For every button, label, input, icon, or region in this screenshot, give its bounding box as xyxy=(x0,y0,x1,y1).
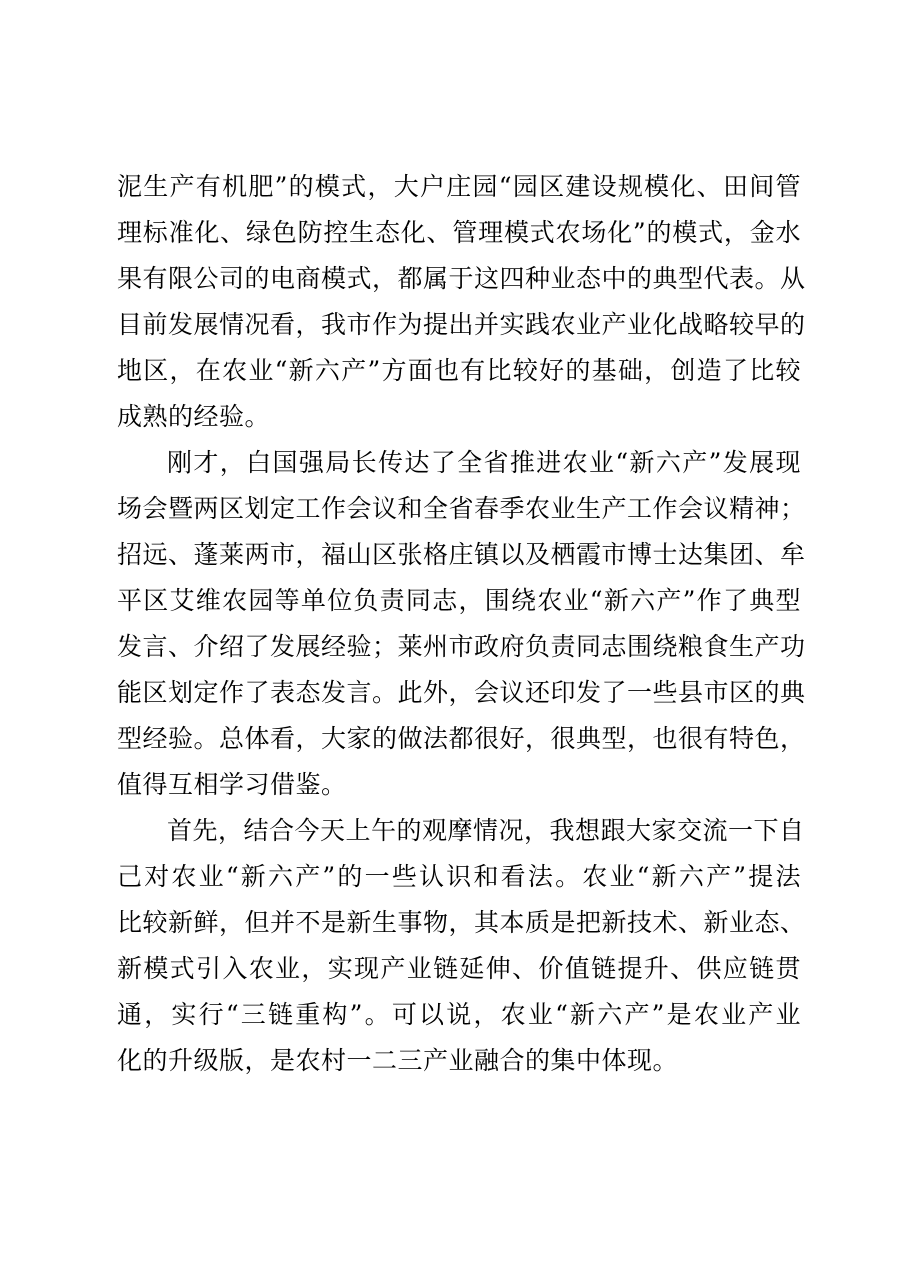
text-line: 能区划定作了表态发言。此外，会议还印发了一些县市区的典 xyxy=(117,678,806,707)
text-line: 泥生产有机肥”的模式，大户庄园“园区建设规模化、田间管 xyxy=(117,172,801,201)
text-line: 值得互相学习借鉴。 xyxy=(117,770,347,799)
text-line: 型经验。总体看，大家的做法都很好，很典型，也很有特色， xyxy=(117,724,806,753)
text-line: 地区，在农业“新六产”方面也有比较好的基础，创造了比较 xyxy=(117,356,801,385)
document-body xyxy=(117,164,806,1084)
text-line: 招远、蓬莱两市，福山区张格庄镇以及栖霞市博士达集团、牟 xyxy=(117,540,806,569)
text-line: 通，实行“三链重构”。可以说，农业“新六产”是农业产业 xyxy=(117,1000,801,1029)
text-line: 场会暨两区划定工作会议和全省春季农业生产工作会议精神； xyxy=(117,494,806,523)
text-line: 发言、介绍了发展经验；莱州市政府负责同志围绕粮食生产功 xyxy=(117,632,806,661)
text-line: 成熟的经验。 xyxy=(117,402,271,431)
text-line: 首先，结合今天上午的观摩情况，我想跟大家交流一下自 xyxy=(167,816,805,845)
text-line: 比较新鲜，但并不是新生事物，其本质是把新技术、新业态、 xyxy=(117,908,806,937)
text-line: 化的升级版，是农村一二三产业融合的集中体现。 xyxy=(117,1046,679,1075)
paragraph-2 xyxy=(117,440,806,808)
text-line: 平区艾维农园等单位负责同志，围绕农业“新六产”作了典型 xyxy=(117,586,801,615)
paragraph-3 xyxy=(117,808,806,1084)
paragraph-1 xyxy=(117,164,806,440)
text-line: 理标准化、绿色防控生态化、管理模式农场化”的模式，金水 xyxy=(117,218,801,247)
text-line: 新模式引入农业，实现产业链延伸、价值链提升、供应链贯 xyxy=(117,954,801,983)
text-line: 果有限公司的电商模式，都属于这四种业态中的典型代表。从 xyxy=(117,264,806,293)
text-line: 己对农业“新六产”的一些认识和看法。农业“新六产”提法 xyxy=(117,862,801,891)
text-line: 目前发展情况看，我市作为提出并实践农业产业化战略较早的 xyxy=(117,310,806,339)
text-line: 刚才，白国强局长传达了全省推进农业“新六产”发展现 xyxy=(167,448,801,477)
